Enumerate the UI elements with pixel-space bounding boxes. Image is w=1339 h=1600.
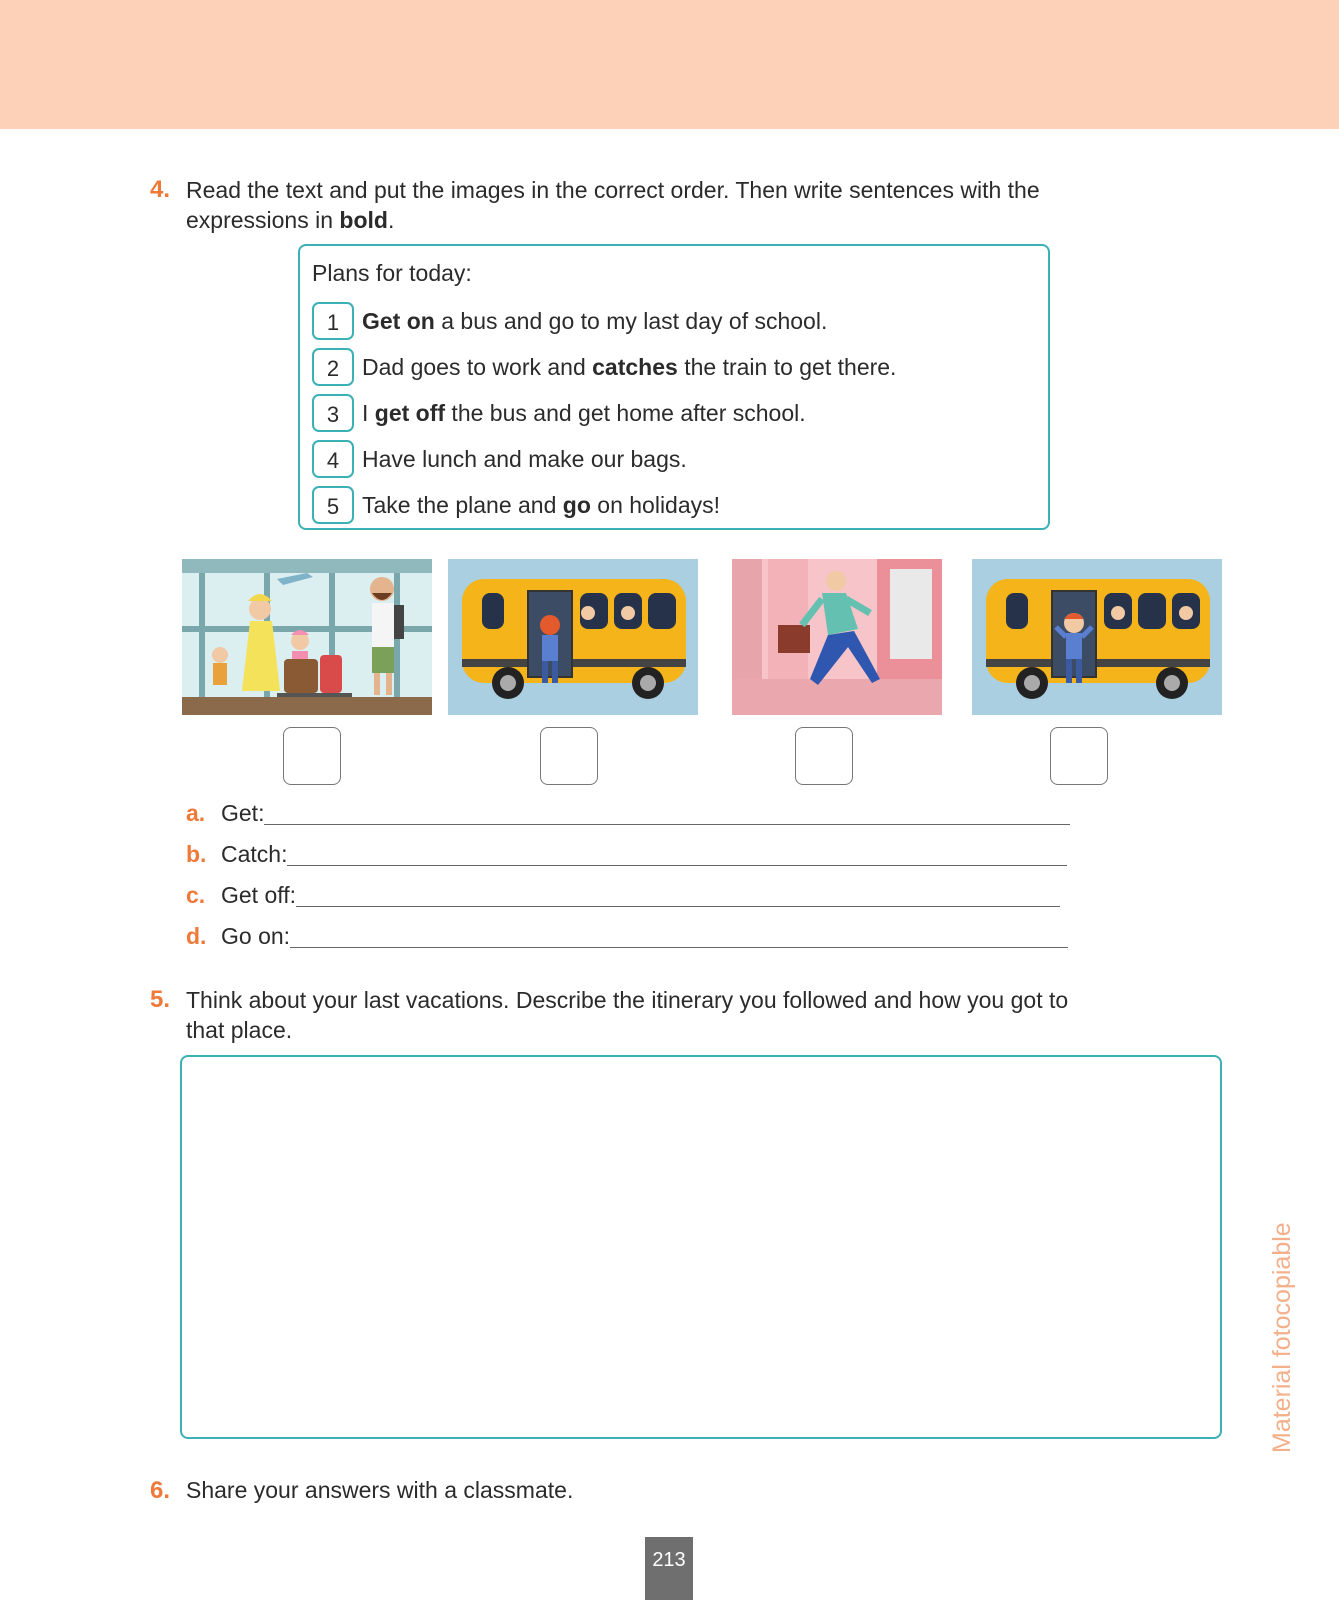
exercise-5-number: 5. (150, 986, 171, 1013)
exercise-4-number: 4. (150, 176, 171, 203)
line-letter: a. (186, 800, 206, 826)
writing-line-c[interactable] (186, 879, 1060, 909)
plan-number-box: 1 (312, 302, 354, 340)
order-answer-box[interactable] (795, 727, 853, 785)
answer-line[interactable] (296, 905, 1060, 907)
line-label: Get: (221, 800, 265, 826)
side-note: Material fotocopiable (1268, 1222, 1296, 1453)
exercise-6-number: 6. (150, 1477, 171, 1504)
answer-line[interactable] (290, 946, 1068, 948)
plan-text: I get off the bus and get home after school. (362, 399, 806, 426)
man-running-to-train-image (732, 559, 942, 715)
line-letter: d. (186, 923, 207, 949)
line-letter: c. (186, 882, 206, 908)
line-label: Go on: (221, 923, 291, 949)
plan-number-box: 2 (312, 348, 354, 386)
plan-text: Have lunch and make our bags. (362, 445, 687, 472)
exercise-4-instruction-line1: Read the text and put the images in the correct order. Then write sentences with the (186, 177, 1040, 203)
exercise-5-instruction-line1: Think about your last vacations. Describe the itinerary you followed and how you got to (186, 987, 1069, 1013)
line-letter: b. (186, 841, 207, 867)
page-number: 213 (645, 1537, 693, 1600)
child-getting-off-bus-image (972, 559, 1222, 715)
plan-item (312, 394, 806, 432)
plan-item (312, 440, 687, 478)
writing-line-b[interactable] (186, 838, 1067, 868)
exercise-4-instruction (186, 175, 1176, 235)
exercise-5-instruction (186, 985, 1206, 1045)
plan-item (312, 302, 827, 340)
plan-item (312, 348, 896, 386)
writing-line-d[interactable] (186, 920, 1068, 950)
order-answer-box[interactable] (283, 727, 341, 785)
answer-line[interactable] (287, 864, 1067, 866)
child-getting-on-bus-image (448, 559, 698, 715)
plan-number-box: 3 (312, 394, 354, 432)
writing-line-a[interactable] (186, 797, 1070, 827)
exercise-4-instruction-line2a: expressions in (186, 207, 340, 233)
exercise-4-instruction-line2b: . (387, 207, 395, 233)
exercise-4-instruction-bold: bold (339, 207, 388, 233)
plan-text: Dad goes to work and catches the train to get there. (362, 353, 897, 380)
plan-text: Get on a bus and go to my last day of school. (362, 307, 828, 334)
plan-text: Take the plane and go on holidays! (362, 491, 721, 518)
plan-item (312, 486, 720, 524)
vacation-writing-box[interactable] (180, 1055, 1222, 1439)
plans-title: Plans for today: (312, 260, 472, 286)
plan-number-box: 5 (312, 486, 354, 524)
order-answer-box[interactable] (1050, 727, 1108, 785)
line-label: Catch: (221, 841, 288, 867)
plan-number-box: 4 (312, 440, 354, 478)
order-answer-box[interactable] (540, 727, 598, 785)
exercise-5-instruction-line2: that place. (186, 1017, 293, 1043)
family-at-airport-image (182, 559, 432, 715)
line-label: Get off: (221, 882, 297, 908)
header-band (0, 0, 1339, 129)
exercise-6-instruction: Share your answers with a classmate. (186, 1477, 574, 1503)
plans-box (298, 244, 1050, 530)
answer-line[interactable] (264, 823, 1070, 825)
